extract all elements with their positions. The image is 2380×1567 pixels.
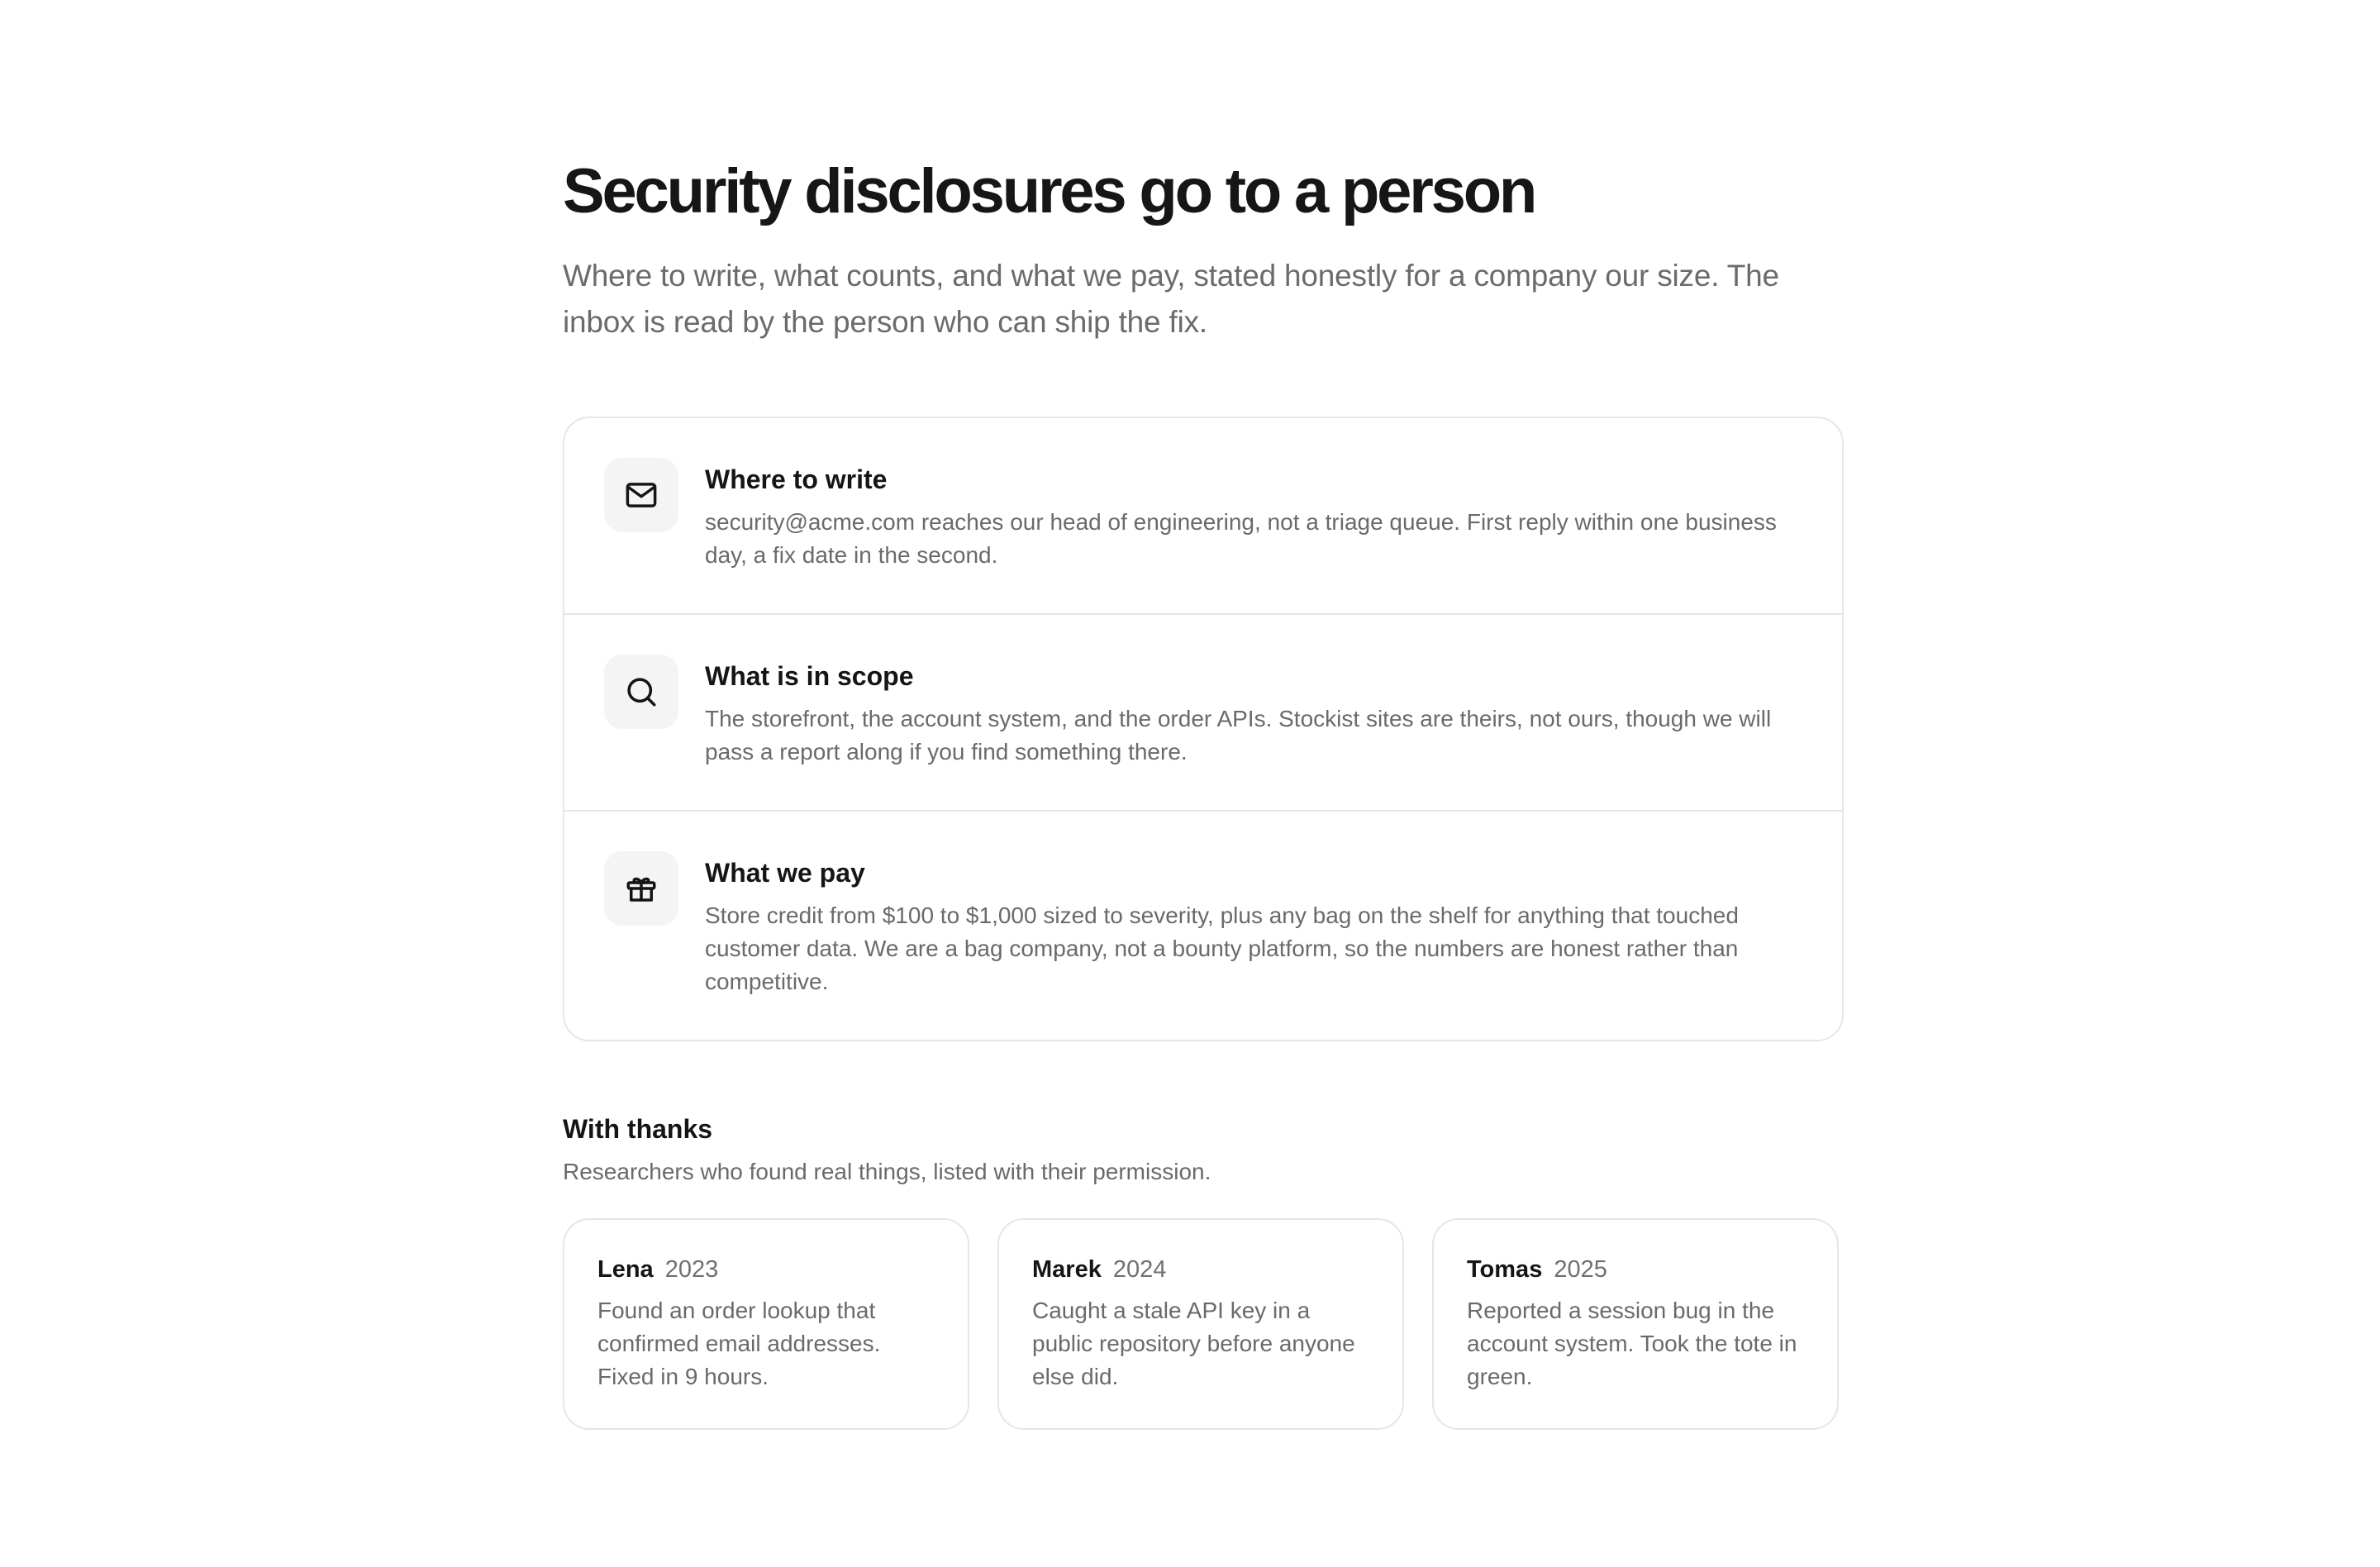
mail-icon	[624, 478, 659, 512]
gift-icon	[624, 871, 659, 906]
row-title: What we pay	[705, 858, 865, 888]
researcher-name: Marek	[1032, 1256, 1102, 1283]
policy-row-scope	[564, 613, 1842, 810]
page-subtitle: Where to write, what counts, and what we pay, stated honestly for a company our size. The inbox is read by the person who can ship the fix.	[563, 259, 1779, 339]
row-title: Where to write	[705, 464, 888, 494]
gift-icon-box	[604, 851, 678, 926]
researcher-text: Caught a stale API key in a public repository before anyone else did.	[1032, 1298, 1355, 1389]
row-text: The storefront, the account system, and the order APIs. Stockist sites are theirs, not ours, though we will pass a report along if you find something there.	[705, 706, 1772, 764]
mail-icon-box	[604, 458, 678, 532]
thanks-section	[563, 1111, 1844, 1430]
page-title: Security disclosures go to a person	[563, 156, 1535, 226]
researcher-list	[563, 1218, 1840, 1430]
researcher-card	[1432, 1218, 1839, 1430]
researcher-card	[997, 1218, 1404, 1430]
row-title: What is in scope	[705, 661, 914, 691]
researcher-year: 2024	[1112, 1256, 1167, 1283]
search-icon	[624, 674, 659, 709]
researcher-header	[597, 1251, 935, 1288]
researcher-header	[1032, 1251, 1369, 1288]
security-page	[563, 149, 1844, 1430]
researcher-text: Reported a session bug in the account system. Took the tote in green.	[1467, 1298, 1797, 1389]
row-text: Store credit from $100 to $1,000 sized to severity, plus any bag on the shelf for anything that touched customer data. We are a bag company, not a bounty platform, so the numbers are honest rather than competitive.	[705, 903, 1739, 994]
policy-row-pay	[564, 810, 1842, 1040]
researcher-name: Tomas	[1467, 1256, 1543, 1283]
row-text: security@acme.com reaches our head of engineering, not a triage queue. First reply within one business day, a fix date in the second.	[705, 509, 1777, 568]
researcher-year: 2025	[1554, 1256, 1607, 1283]
thanks-subtitle: Researchers who found real things, listed with their permission.	[563, 1159, 1211, 1184]
researcher-year: 2023	[664, 1256, 719, 1283]
researcher-text: Found an order lookup that confirmed email addresses. Fixed in 9 hours.	[597, 1298, 881, 1389]
researcher-name: Lena	[597, 1256, 654, 1283]
search-icon-box	[604, 655, 678, 729]
policy-row-where-to-write	[564, 418, 1842, 613]
thanks-title: With thanks	[563, 1114, 713, 1144]
researcher-header	[1467, 1251, 1804, 1288]
policy-card	[563, 417, 1844, 1041]
researcher-card	[563, 1218, 969, 1430]
